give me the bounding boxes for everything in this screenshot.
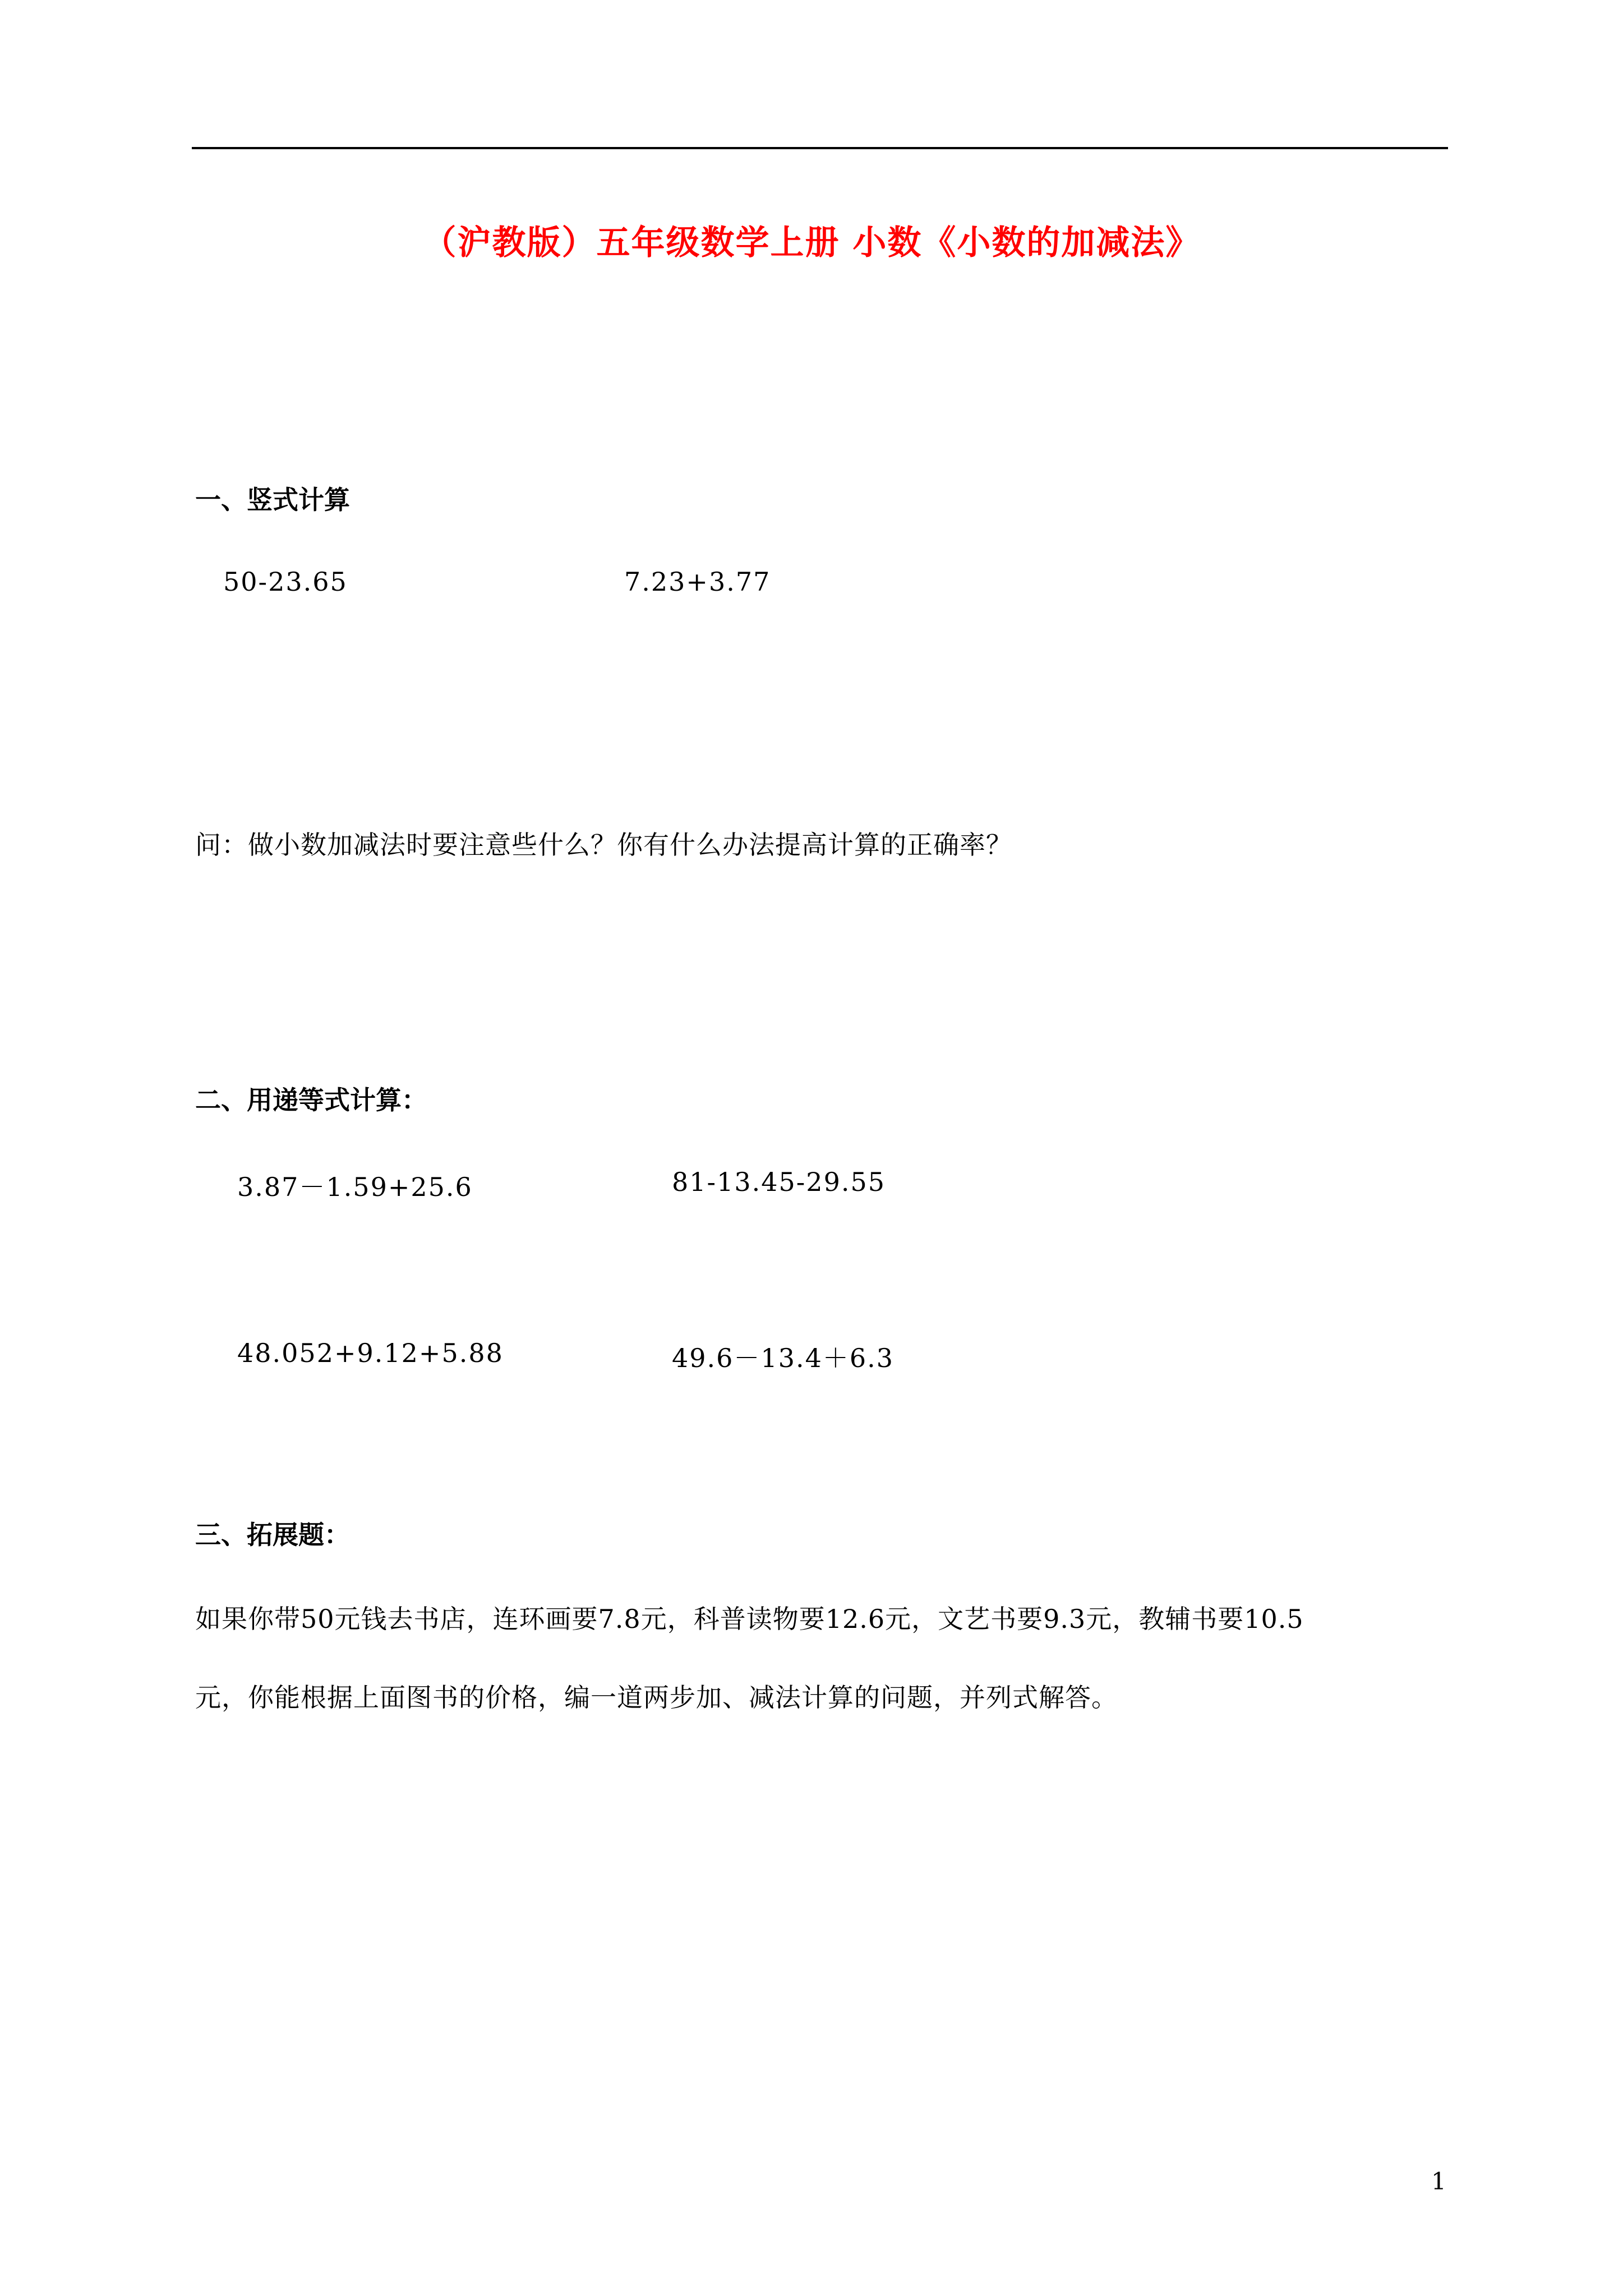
expression: 50-23.65 xyxy=(223,567,348,597)
expression: 7.23+3.77 xyxy=(624,567,771,597)
expression: 49.6－13.4＋6.3 xyxy=(672,1343,894,1373)
question-text: 问：做小数加减法时要注意些什么？你有什么办法提高计算的正确率？ xyxy=(195,830,1012,860)
expression: 3.87－1.59+25.6 xyxy=(237,1172,473,1202)
page-title: （沪教版）五年级数学上册 小数《小数的加减法》 xyxy=(422,223,1201,263)
problem-text-line: 元，你能根据上面图书的价格，编一道两步加、减法计算的问题，并列式解答。 xyxy=(195,1682,1118,1713)
header-rule xyxy=(192,147,1448,149)
section-heading-extension: 三、拓展题： xyxy=(195,1520,350,1550)
expression: 48.052+9.12+5.88 xyxy=(237,1338,504,1368)
section-heading-vertical-calc: 一、竖式计算 xyxy=(195,485,350,515)
problem-text-line: 如果你带50元钱去书店，连环画要7.8元，科普读物要12.6元，文艺书要9.3元，教辅书要10.5 xyxy=(195,1604,1304,1634)
page-number: 1 xyxy=(1431,2168,1446,2195)
expression: 81-13.45-29.55 xyxy=(672,1167,886,1197)
section-heading-step-calc: 二、用递等式计算： xyxy=(195,1085,427,1115)
